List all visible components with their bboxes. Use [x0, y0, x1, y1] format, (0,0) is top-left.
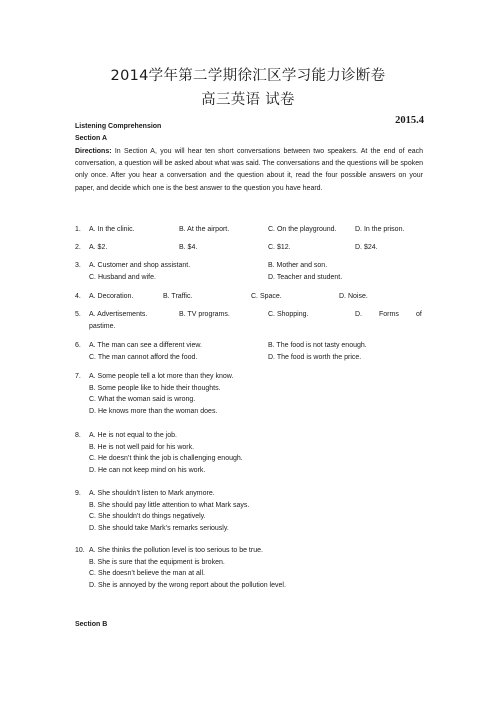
directions-text: In Section A, you will hear ten short conversations between two speakers. At the end of each conversation, a question will be asked about what was said. The conversations and the questions will be spoken only once. After you hear a conversation and the question about it, read the four possible answers on your paper, and decide which one is the best answer to the question you have heard.: [75, 148, 423, 192]
option-a: A. In the clinic.: [89, 226, 135, 233]
option-c: C. Space.: [251, 293, 282, 300]
question-number: 10.: [75, 547, 85, 554]
option-c: C. Husband and wife.: [89, 273, 156, 281]
question-number: 1.: [75, 226, 81, 233]
option-d: D. $24.: [355, 244, 378, 251]
question-number: 5.: [75, 311, 81, 318]
option-b: B. Traffic.: [163, 293, 193, 300]
question-number: 6.: [75, 342, 81, 349]
option-c: C. She shouldn’t do things negatively.: [89, 513, 206, 521]
option-d: D. She should take Mark’s remarks seriously.: [89, 524, 229, 532]
directions-label: Directions:: [75, 148, 112, 155]
question-number: 2.: [75, 244, 81, 251]
option-c: C. Shopping.: [268, 311, 309, 318]
option-c: C. He doesn’t think the job is challenging enough.: [89, 455, 243, 463]
question-number: 7.: [75, 373, 81, 380]
option-a: A. Customer and shop assistant.: [89, 262, 191, 269]
option-d-word-2: of: [416, 311, 422, 318]
question-number: 3.: [75, 262, 81, 269]
option-a: A. He is not equal to the job.: [89, 432, 177, 439]
option-d-word-3: pastime.: [89, 322, 116, 330]
option-b: B. She is sure that the equipment is broken.: [89, 558, 225, 566]
option-a: A. Some people tell a lot more than they know.: [89, 373, 234, 380]
option-a: A. Advertisements.: [89, 311, 148, 318]
option-d: D. Teacher and student.: [268, 273, 343, 281]
question-number: 4.: [75, 293, 81, 300]
section-a-directions: [75, 146, 423, 195]
option-b: B. TV programs.: [179, 311, 230, 318]
section-b-heading: Section B: [75, 621, 108, 628]
option-b: B. Some people like to hide their thoughts.: [89, 384, 221, 392]
option-b: B. At the airport.: [179, 226, 230, 233]
option-a: A. She shouldn’t listen to Mark anymore.: [89, 490, 215, 497]
question-number: 9.: [75, 490, 81, 497]
option-b: B. The food is not tasty enough.: [268, 342, 367, 349]
exam-title: 2014学年第二学期徐汇区学习能力诊断卷: [110, 68, 386, 84]
option-d: D. The food is worth the price.: [268, 353, 362, 361]
option-a: A. $2.: [89, 244, 108, 251]
exam-subtitle: 高三英语 试卷: [201, 92, 295, 108]
option-a: A. Decoration.: [89, 293, 134, 300]
option-d: D. He can not keep mind on his work.: [89, 466, 206, 474]
option-d: D. He knows more than the woman does.: [89, 407, 218, 415]
listening-heading: Listening Comprehension: [75, 123, 162, 130]
option-b: B. She should pay little attention to what Mark says.: [89, 501, 250, 509]
option-c: C. On the playground.: [268, 226, 337, 233]
option-b: B. He is not well paid for his work.: [89, 443, 195, 451]
option-b: B. $4.: [179, 244, 198, 251]
exam-date: 2015.4: [395, 115, 424, 126]
option-a: A. She thinks the pollution level is too serious to be true.: [89, 547, 263, 554]
option-c: C. The man cannot afford the food.: [89, 353, 198, 361]
option-c: C. What the woman said is wrong.: [89, 396, 196, 404]
option-b: B. Mother and son.: [268, 262, 328, 269]
option-c: C. She doesn’t believe the man at all.: [89, 570, 205, 578]
option-a: A. The man can see a different view.: [89, 342, 202, 349]
option-c: C. $12.: [268, 244, 291, 251]
option-d: D. She is annoyed by the wrong report about the pollution level.: [89, 581, 286, 589]
question-number: 8.: [75, 432, 81, 439]
section-a-heading: Section A: [75, 135, 108, 142]
option-d: D. Noise.: [339, 293, 368, 300]
option-d: D.: [355, 311, 362, 318]
option-d: D. In the prison.: [355, 226, 405, 233]
option-d-word-1: Forms: [379, 311, 399, 318]
